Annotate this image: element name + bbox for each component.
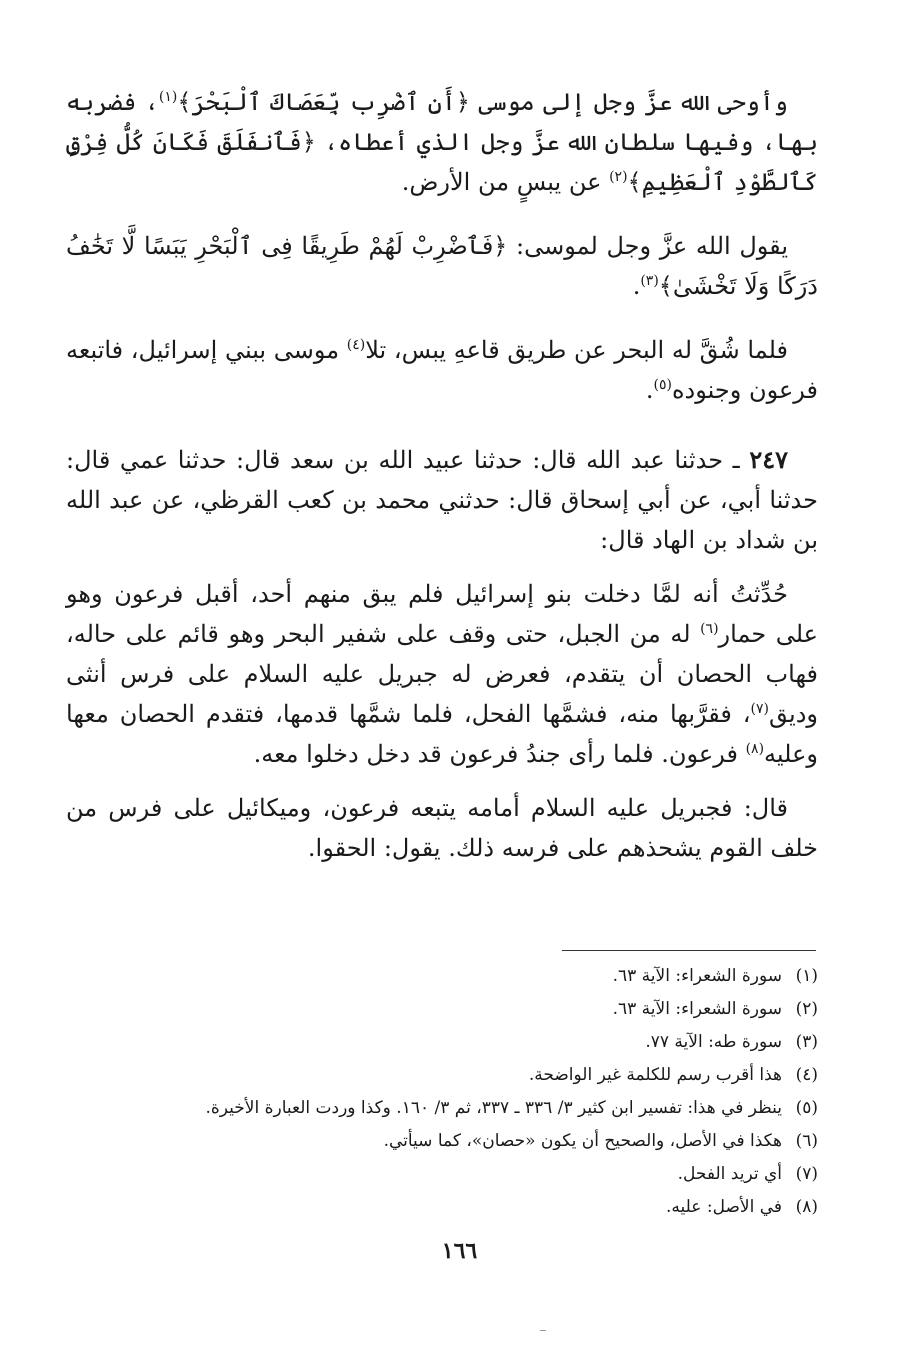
footnote-text: ينظر في هذا: تفسير ابن كثير ٣/ ٣٣٦ ـ ٣٣٧، ثم ٣/ ١٦٠. وكذا وردت العبارة الأخيرة.	[205, 1098, 782, 1118]
footnote-ref: (٦)	[700, 621, 719, 637]
footnote-number: (١)	[795, 966, 818, 986]
footnote-number: (٨)	[795, 1197, 818, 1217]
footnote	[66, 1092, 818, 1125]
footnote-ref: (٥)	[653, 377, 672, 393]
text-run: فلما شُقَّ له البحر عن طريق قاعهِ يبس، تلا	[365, 336, 789, 364]
footnote-ref: (١)	[158, 89, 178, 105]
paragraph	[66, 330, 818, 410]
text-run: ـ حدثنا عبد الله قال: حدثنا عبيد الله بن سعد قال: حدثنا عمي قال: حدثنا أبي، عن أبي إسحاق قال: حدثني محمد بن كعب القرظي، عن عبد الله بن شداد بن الهاد قال:	[66, 446, 818, 554]
footnote	[66, 960, 818, 993]
quran-verse: ﴿أَنِ ٱضْرِب بِّعَصَاكَ ٱلْبَحْرَ﴾	[177, 88, 470, 116]
footnote	[66, 1191, 818, 1224]
footnote-number: (٥)	[795, 1098, 818, 1118]
scan-speck	[540, 1330, 546, 1331]
main-text	[66, 82, 818, 882]
text-run: ، فضربه بها، وفيها سلطان الله عزَّ وجل الذي أعطاه،	[66, 88, 819, 156]
text-run: وأوحى الله عزَّ وجل إلى موسى	[469, 88, 788, 116]
page-number: ١٦٦	[441, 1238, 478, 1264]
text-run: موسى ببني إسرائيل، فاتبعه فرعون وجنوده	[66, 336, 818, 404]
footnote-text: سورة الشعراء: الآية ٦٣.	[612, 999, 782, 1019]
narration-number: ٢٤٧	[749, 445, 788, 474]
paragraph	[66, 440, 818, 560]
text-run: .	[645, 376, 654, 404]
paragraph	[66, 788, 818, 868]
footnote	[66, 1158, 818, 1191]
footnote-text: هذا أقرب رسم للكلمة غير الواضحة.	[528, 1065, 782, 1085]
footnote	[66, 1059, 818, 1092]
footnote-number: (٤)	[795, 1065, 818, 1085]
footnote-text: سورة طه: الآية ٧٧.	[645, 1032, 782, 1052]
text-run: فرعون. فلما رأى جندُ فرعون قد دخل دخلوا معه.	[253, 740, 746, 768]
footnote-divider	[562, 950, 816, 951]
footnote	[66, 993, 818, 1026]
quran-verse: ﴿فَٱضْرِبْ لَهُمْ طَرِيقًا فِى ٱلْبَحْرِ يَبَسًا لَّا تَخَٰفُ دَرَكًا وَلَا تَخْشَىٰ﴾	[66, 232, 818, 300]
footnotes	[66, 960, 818, 1224]
footnote-ref: (٤)	[346, 337, 366, 353]
footnote	[66, 1125, 818, 1158]
text-run: له من الجبل، حتى وقف على شفير البحر وهو قائم على حاله، فهاب الحصان أن يتقدم، فعرض له جبريل عليه السلام على فرس أنثى وديق	[66, 620, 818, 728]
footnote-number: (٢)	[795, 999, 818, 1019]
footnote-number: (٧)	[795, 1164, 818, 1184]
text-run: .	[632, 272, 641, 300]
footnote-ref: (٣)	[640, 273, 659, 289]
footnote-number: (٣)	[795, 1032, 818, 1052]
text-run: ، فقرَّبها منه، فشمَّها الفحل، فلما شمَّها قدمها، فتقدم الحصان معها وعليه	[66, 700, 818, 768]
footnote-number: (٦)	[795, 1131, 818, 1151]
text-run: حُدِّثتُ أنه لمَّا دخلت بنو إسرائيل فلم يبق منهم أحد، أقبل فرعون وهو على حمار	[66, 580, 818, 648]
footnote-ref: (٢)	[609, 169, 628, 185]
text-run: عن يبسٍ من الأرض.	[401, 168, 610, 196]
paragraph	[66, 226, 818, 306]
text-run: قال: فجبريل عليه السلام أمامه يتبعه فرعون، وميكائيل على فرس من خلف القوم يشحذهم على فرسه ذلك. يقول: الحقوا.	[66, 794, 818, 862]
footnote-text: سورة الشعراء: الآية ٦٣.	[612, 966, 782, 986]
footnote-ref: (٨)	[745, 741, 765, 757]
quran-verse: ﴿فَٱنفَلَقَ فَكَانَ كُلُّ فِرْقٍ كَٱلطَّوْدِ ٱلْعَظِيمِ﴾	[66, 128, 818, 196]
footnote-ref: (٧)	[750, 701, 770, 717]
footnote-text: هكذا في الأصل، والصحيح أن يكون «حصان»، كما سيأتي.	[383, 1131, 782, 1151]
footnote	[66, 1026, 818, 1059]
paragraph	[66, 574, 818, 774]
paragraph	[66, 82, 818, 202]
text-run: يقول الله عزَّ وجل لموسى:	[507, 232, 788, 260]
footnote-text: في الأصل: عليه.	[666, 1197, 782, 1217]
footnote-text: أي تريد الفحل.	[677, 1164, 782, 1184]
